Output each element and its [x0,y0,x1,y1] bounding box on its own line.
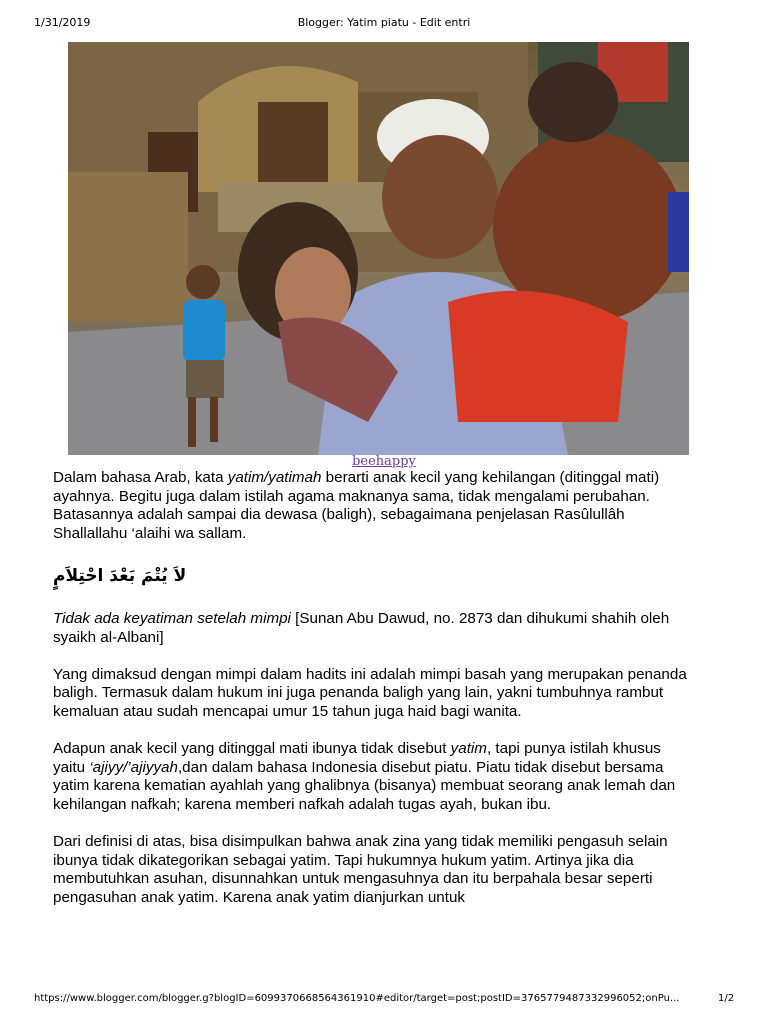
text-span: ,dan dalam bahasa Indonesia disebut piatu. Piatu tidak disebut bersama yatim karena kematian ayahlah yang ghalibnya (bisanya) membuat seorang anak lemah dan kehilangan nafkah; karena memberi nafkah adalah tugas ayah, bukan ibu. [53,758,676,813]
article-body [53,469,693,907]
paragraph-anak-zina: Dari definisi di atas, bisa disimpulkan bahwa anak zina yang tidak memiliki pengasuh selain ibunya tidak dikategorikan sebagai yatim. Tapi hukumnya hukum yatim. Artinya jika dia membutuhkan asuhan, disunnahkan untuk mengasuhnya dan itu berpahala besar seperti pengasuhan anak yatim. Karena anak yatim dianjurkan untuk [53,833,668,906]
paragraph-mimpi: Yang dimaksud dengan mimpi dalam hadits ini adalah mimpi basah yang merupakan penanda baligh. Termasuk dalam hukum ini juga penanda baligh yang lain, yakni tumbuhnya rambut kemaluan atau sudah mencapai umur 15 tahun juga haid bagi wanita. [53,665,687,720]
text-span: , tapi punya istilah khusus yaitu [53,740,661,776]
print-date: 1/31/2019 [34,16,91,29]
paragraph-piatu [53,740,693,814]
text-span: Dalam bahasa Arab, kata [53,469,228,486]
article-photo [68,42,689,455]
hadith-translation: Tidak ada keyatiman setelah mimpi [53,609,291,627]
term-ajiyy: ‘ajiyy/’ajiyyah [89,758,178,776]
text-span: berarti anak kecil yang kehilangan (ditinggal mati) ayahnya. Begitu juga dalam istilah agama maknanya sama, tidak mengalami perubahan. Batasannya adalah sampai dia dewasa (baligh), sebagaimana penjelasan Rasûlullâh Shallallahu ‘alaihi wa sallam. [53,469,660,542]
paragraph-hadith-translation [53,610,693,647]
page-title: Blogger: Yatim piatu - Edit entri [297,16,471,29]
text-span: Adapun anak kecil yang ditinggal mati ibunya tidak disebut [53,740,451,758]
page-number: 1/2 [718,993,735,1004]
term-yatim: yatim/yatimah [227,469,322,486]
footer-url: https://www.blogger.com/blogger.g?blogID=6099370668564361910#editor/target=post;postID=3765779487332996052;onPu... [34,993,680,1004]
photo-caption-link[interactable]: beehappy [352,454,416,469]
term-yatim: yatim [450,740,487,758]
paragraph-definition [53,469,693,543]
hadith-reference: [Sunan Abu Dawud, no. 2873 dan dihukumi shahih oleh syaikh al-Albani] [53,609,670,646]
hadith-arabic: لاَ يُتْمَ بَعْدَ احْتِلاَمٍ [53,566,187,587]
